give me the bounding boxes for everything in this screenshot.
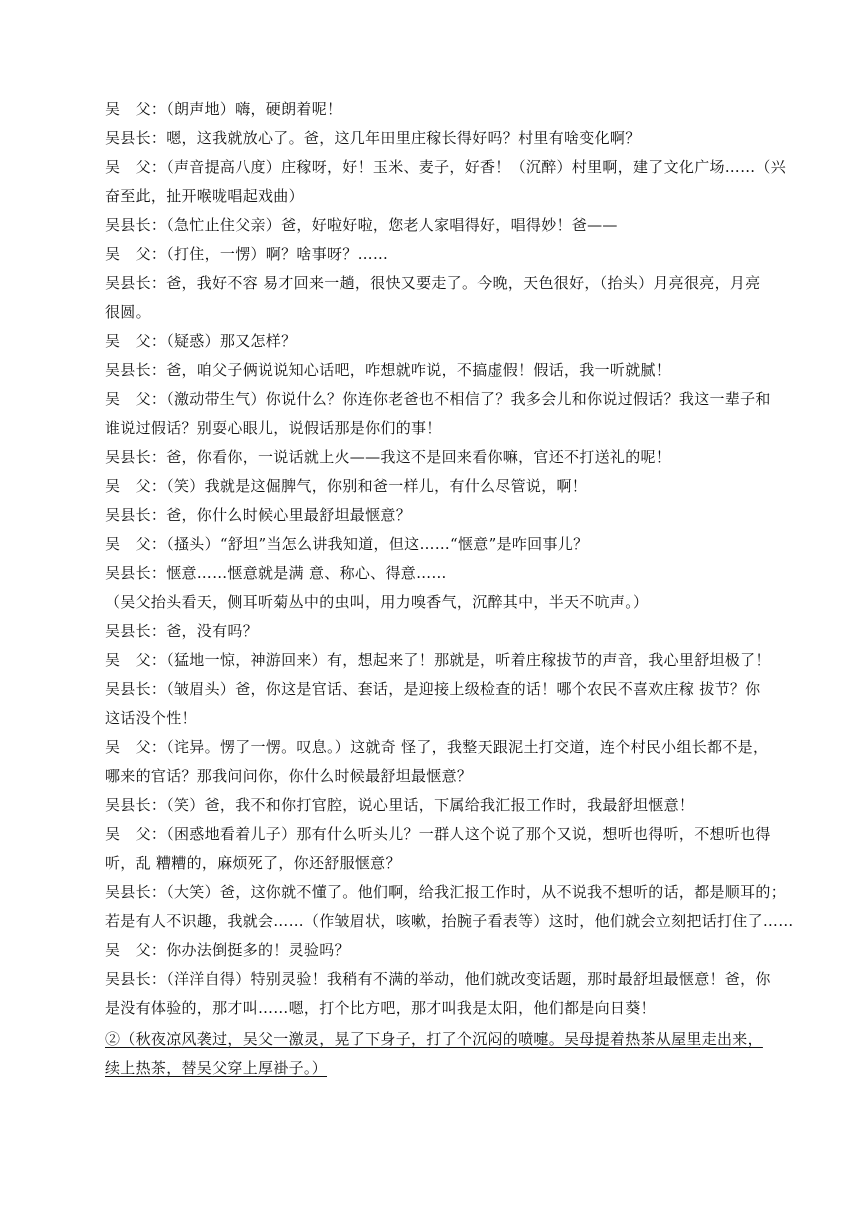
text-line: 吴县长：惬意……惬意就是满 意、称心、得意…… bbox=[105, 564, 447, 582]
text-line: 这话没个性！ bbox=[105, 709, 197, 727]
text-line: 哪来的官话？那我问问你，你什么时候最舒坦最惬意？ bbox=[105, 767, 473, 785]
stage-direction: （吴父抬头看天，侧耳听菊丛中的虫叫，用力嗅香气，沉醉其中，半天不吭声。） bbox=[105, 593, 649, 611]
text-line: 吴县长：嗯，这我就放心了。爸，这几年田里庄稼长得好吗？村里有啥变化啊？ bbox=[105, 129, 641, 147]
text-line: 吴 父：（搔头）“舒坦”当怎么讲我知道，但这……“惬意”是咋回事儿？ bbox=[105, 535, 589, 553]
text-line: 听，乱 糟糟的，麻烦死了，你还舒服惬意？ bbox=[105, 854, 401, 872]
text-line: 吴县长：爸，没有吗？ bbox=[105, 622, 259, 640]
text-line: 吴县长：（急忙止住父亲）爸，好啦好啦，您老人家唱得好，唱得妙！爸—— bbox=[105, 216, 618, 234]
underlined-stage-direction: ②（秋夜凉风袭过，吴父一激灵，晃了下身子，打了个沉闷的喷嚏。吴母提着热茶从屋里走出来， bbox=[105, 1030, 763, 1048]
text-line: 吴 父：（诧异。愣了一愣。叹息。）这就奇 怪了，我整天跟泥土打交道，连个村民小组长都不是， bbox=[105, 738, 769, 756]
text-line: 吴县长：（笑）爸，我不和你打官腔，说心里话，下属给我汇报工作时，我最舒坦惬意！ bbox=[105, 796, 695, 814]
text-line: 吴 父：（疑惑）那又怎样？ bbox=[105, 332, 297, 350]
text-line: 很圆。 bbox=[105, 303, 151, 321]
text-line: 吴县长：爸，咱父子俩说说知心话吧，咋想就咋说，不搞虚假！假话，我一听就腻！ bbox=[105, 361, 672, 379]
text-line: 吴县长：爸，你什么时候心里最舒坦最惬意？ bbox=[105, 506, 412, 524]
text-line: 吴 父：（声音提高八度）庄稼呀，好！玉米、麦子，好香！（沉醉）村里啊，建了文化广场……（兴 bbox=[105, 158, 787, 176]
underlined-stage-direction: 续上热茶，替吴父穿上厚褂子。） bbox=[105, 1059, 328, 1077]
text-line: 吴 父：（笑）我就是这倔脾气，你别和爸一样儿，有什么尽管说，啊！ bbox=[105, 477, 588, 495]
text-line: 吴 父：（困惑地看着儿子）那有什么听头儿？一群人这个说了那个又说，想听也得听，不想听也得 bbox=[105, 825, 771, 843]
text-line: 谁说过假话？别耍心眼儿，说假话那是你们的事！ bbox=[105, 419, 442, 437]
text-line: 吴县长：（洋洋自得）特别灵验！我稍有不满的举动，他们就改变话题，那时最舒坦最惬意！爸，你 bbox=[105, 970, 771, 988]
text-line: 吴 父：（打住，一愣）啊？啥事呀？…… bbox=[105, 245, 389, 263]
text-line: 奋至此，扯开喉咙唱起戏曲） bbox=[105, 187, 304, 205]
text-line: 吴县长：（皱眉头）爸，你这是官话、套话，是迎接上级检查的话！哪个农民不喜欢庄稼 拔节？你 bbox=[105, 680, 761, 698]
text-line: 吴县长：（大笑）爸，这你就不懂了。他们啊，给我汇报工作时，从不说我不想听的话，都是顺耳的； bbox=[105, 883, 787, 901]
text-line: 吴县长：爸，我好不容 易才回来一趟，很快又要走了。今晚，天色很好，（抬头）月亮很亮，月亮 bbox=[105, 274, 761, 292]
text-line: 吴 父：你办法倒挺多的！灵验吗？ bbox=[105, 941, 350, 959]
text-line: 若是有人不识趣，我就会……（作皱眉状，咳嗽，抬腕子看表等）这时，他们就会立刻把话打住了…… bbox=[105, 912, 794, 930]
text-line: 吴县长：爸，你看你，一说话就上火——我这不是回来看你嘛，官还不打送礼的呢！ bbox=[105, 448, 672, 466]
text-line: 吴 父：（猛地一惊，神游回来）有，想起来了！那就是，听着庄稼拔节的声音，我心里舒坦极了！ bbox=[105, 651, 771, 669]
text-line: 吴 父：（朗声地）嗨，硬朗着呢！ bbox=[105, 100, 343, 118]
text-line: 吴 父：（激动带生气）你说什么？你连你老爸也不相信了？我多会儿和你说过假话？我这一辈子和 bbox=[105, 390, 771, 408]
text-line: 是没有体验的，那才叫……嗯，打个比方吧，那才叫我是太阳，他们都是向日葵！ bbox=[105, 999, 656, 1017]
script-text bbox=[105, 95, 794, 1083]
